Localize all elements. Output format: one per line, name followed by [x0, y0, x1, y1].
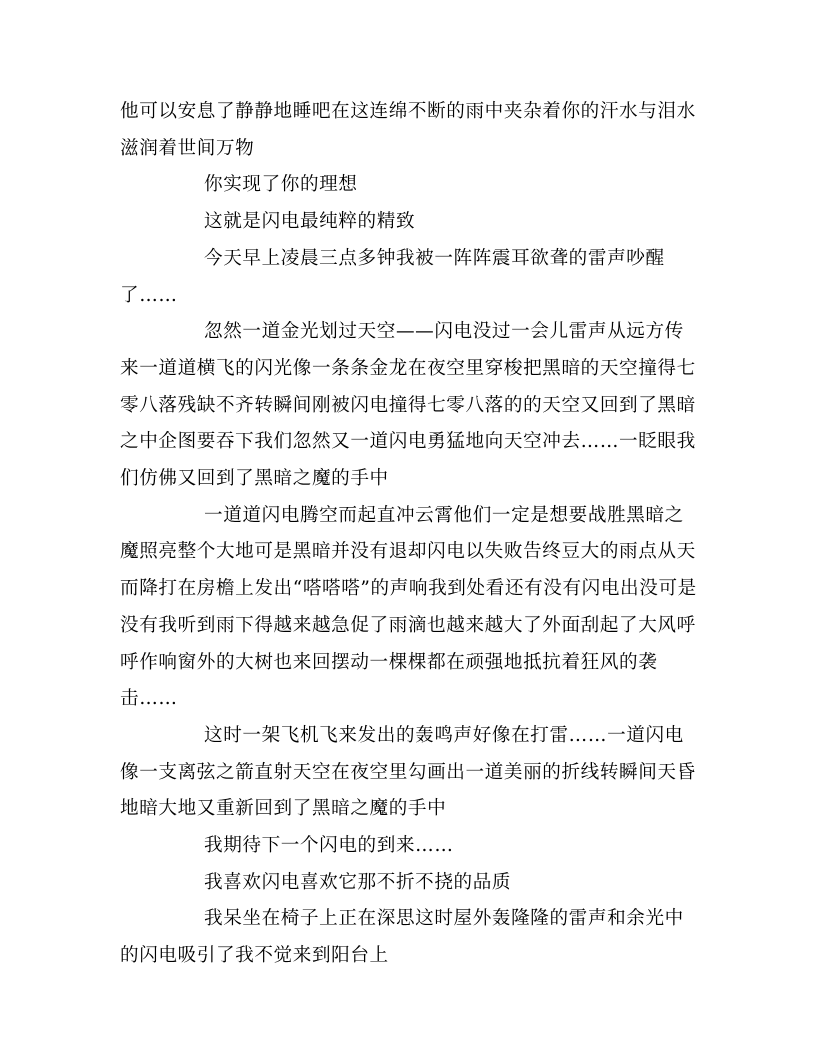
paragraph: 我呆坐在椅子上正在深思这时屋外轰隆隆的雷声和余光中的闪电吸引了我不觉来到阳台上 — [120, 908, 684, 967]
paragraph: 你实现了你的理想 — [204, 174, 358, 196]
paragraph: 这时一架飞机飞来发出的轰鸣声好像在打雷……一道闪电像一支离弦之箭直射天空在夜空里勾画出一道美丽的折线转瞬间天昏地暗大地又重新回到了黑暗之魔的手中 — [120, 724, 696, 820]
paragraph: 我期待下一个闪电的到来…… — [204, 835, 454, 857]
document-body — [120, 94, 700, 975]
paragraph: 忽然一道金光划过天空——闪电没过一会儿雷声从远方传来一道道横飞的闪光像一条条金龙在夜空里穿梭把黑暗的天空撞得七零八落残缺不齐转瞬间刚被闪电撞得七零八落的的天空又回到了黑暗之中企图要吞下我们忽然又一道闪电勇猛地向天空冲去……一眨眼我们仿佛又回到了黑暗之魔的手中 — [120, 321, 696, 490]
paragraph: 这就是闪电最纯粹的精致 — [204, 211, 416, 233]
paragraph: 今天早上凌晨三点多钟我被一阵阵震耳欲聋的雷声吵醒了…… — [120, 247, 665, 306]
paragraph: 一道道闪电腾空而起直冲云霄他们一定是想要战胜黑暗之魔照亮整个大地可是黑暗并没有退却闪电以失败告终豆大的雨点从天而降打在房檐上发出“嗒嗒嗒”的声响我到处看还有没有闪电出没可是没有我听到雨下得越来越急促了雨滴也越来越大了外面刮起了大风呼呼作响窗外的大树也来回摆动一棵棵都在顽强地抵抗着狂风的袭击…… — [120, 504, 697, 710]
paragraph: 他可以安息了静静地睡吧在这连绵不断的雨中夹杂着你的汗水与泪水滋润着世间万物 — [120, 101, 696, 159]
paragraph: 我喜欢闪电喜欢它那不折不挠的品质 — [204, 871, 512, 893]
